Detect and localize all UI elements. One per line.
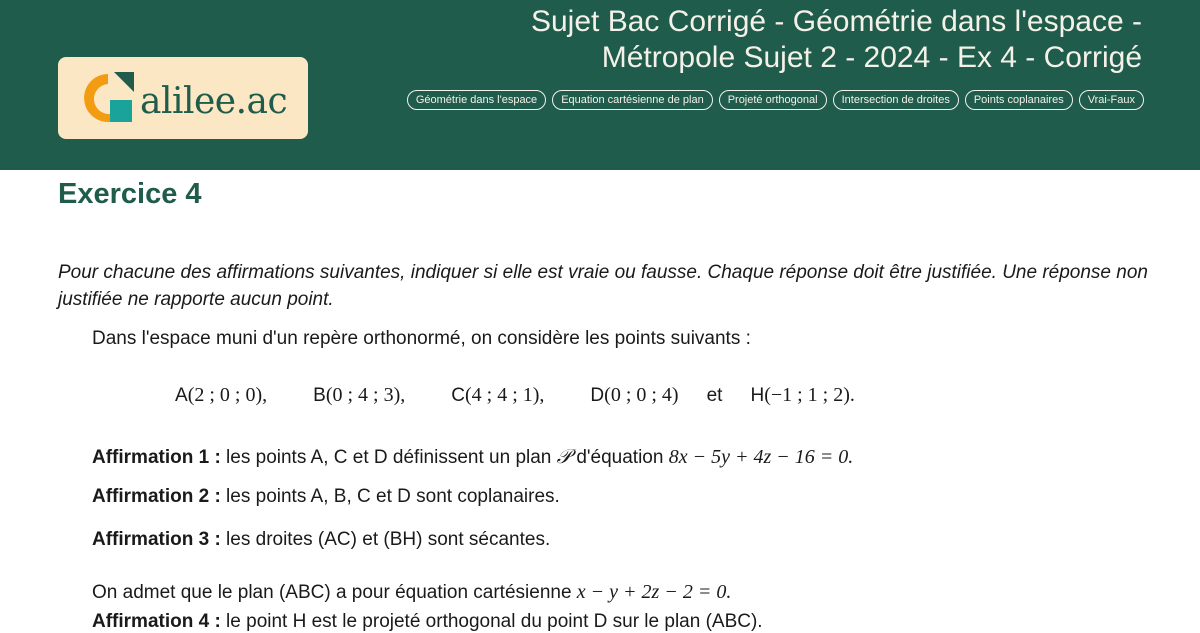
galilee-logo-icon — [80, 70, 136, 126]
point-c: C(4 ; 4 ; 1), — [451, 384, 545, 406]
affirmation-3: Affirmation 3 : les droites (AC) et (BH) sont sécantes. — [92, 529, 551, 550]
point-d: D(0 ; 0 ; 4) — [590, 384, 679, 406]
tag-intersection[interactable]: Intersection de droites — [833, 90, 959, 110]
affirmation-4: Affirmation 4 : le point H est le projeté orthogonal du point D sur le plan (ABC). — [92, 611, 763, 632]
context-text: Dans l'espace muni d'un repère orthonormé, on considère les points suivants : — [92, 328, 751, 349]
title-line-1: Sujet Bac Corrigé - Géométrie dans l'espace - — [530, 5, 1142, 38]
point-a: A(2 ; 0 ; 0), — [175, 384, 268, 406]
point-h: H(−1 ; 1 ; 2). — [750, 384, 855, 406]
page-title — [382, 4, 1142, 76]
logo-text: alilee.ac — [140, 81, 288, 122]
tag-geometrie[interactable]: Géométrie dans l'espace — [407, 90, 546, 110]
tag-projete[interactable]: Projeté orthogonal — [719, 90, 827, 110]
tag-list — [324, 90, 1144, 110]
affirmation-2: Affirmation 2 : les points A, B, C et D sont coplanaires. — [92, 486, 560, 507]
header-banner — [0, 0, 1200, 170]
point-b: B(0 ; 4 ; 3), — [313, 384, 406, 406]
points-list — [175, 384, 901, 407]
admit-statement: On admet que le plan (ABC) a pour équation cartésienne x − y + 2z − 2 = 0. — [92, 581, 732, 603]
title-line-2: Métropole Sujet 2 - 2024 - Ex 4 - Corrigé — [601, 41, 1142, 74]
points-and: et — [706, 385, 723, 406]
tag-vrai-faux[interactable]: Vrai-Faux — [1079, 90, 1144, 110]
site-logo[interactable] — [58, 57, 308, 139]
exercise-heading: Exercice 4 — [58, 178, 202, 210]
tag-coplanaires[interactable]: Points coplanaires — [965, 90, 1073, 110]
affirmation-1: Affirmation 1 : les points A, C et D définissent un plan 𝒫 d'équation 8x − 5y + 4z − 16 = 0. — [92, 446, 854, 468]
instructions: Pour chacune des affirmations suivantes, indiquer si elle est vraie ou fausse. Chaque réponse doit être justifiée. Une réponse non justifiée ne rapporte aucun point. — [58, 262, 1148, 310]
tag-equation-plan[interactable]: Equation cartésienne de plan — [552, 90, 713, 110]
